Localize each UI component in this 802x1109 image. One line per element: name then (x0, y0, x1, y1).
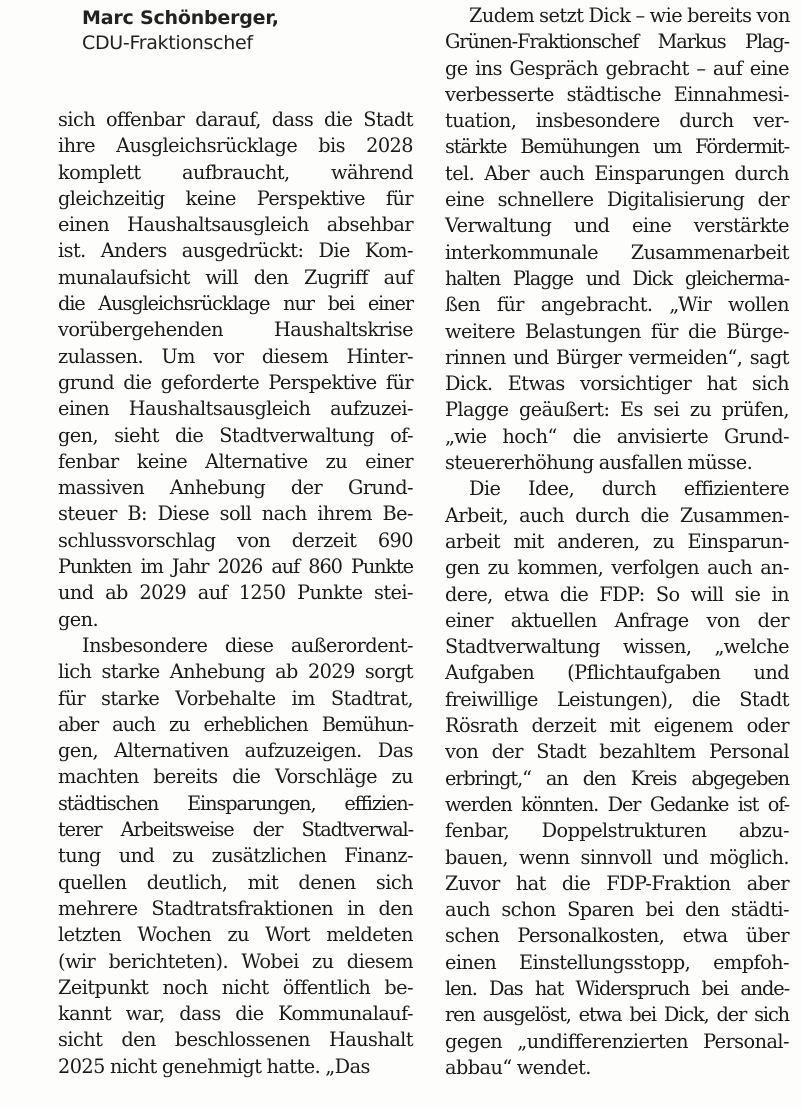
article-line: und ab 2029 auf 1250 Punkte stei- (58, 581, 413, 605)
article-line: fenbar keine Alternative zu einer (58, 449, 413, 473)
article-line: tung und zu zusätzlichen Finanz- (58, 844, 413, 868)
article-line: mehrere Stadtratsfraktionen in den (58, 896, 413, 920)
article-line: Dick. Etwas vorsichtiger hat sich (445, 372, 789, 396)
article-line: eine schnellere Digitalisierung der (445, 188, 789, 212)
article-line: Rösrath derzeit mit eigenem oder (445, 714, 789, 738)
article-line: ge ins Gespräch gebracht – auf eine (445, 56, 789, 80)
article-line: die Ausgleichsrücklage nur bei einer (58, 292, 413, 316)
article-line: freiwillige Leistungen), die Stadt (445, 687, 789, 711)
article-line: dere, etwa die FDP: So will sie in (445, 582, 789, 606)
article-line: einen Haushaltsausgleich aufzuzei- (58, 397, 413, 421)
article-line: Zuvor hat die FDP-Fraktion aber (445, 871, 789, 895)
article-line: gen zu kommen, verfolgen auch an- (445, 556, 789, 580)
article-line: von der Stadt bezahltem Personal (445, 740, 789, 764)
article-line: erbringt,“ an den Kreis abgegeben (445, 766, 789, 790)
article-line: Stadtverwaltung wissen, „welche (445, 635, 789, 659)
article-line: (wir berichteten). Wobei zu diesem (58, 949, 413, 973)
article-line: Insbesondere diese außerordent- (82, 633, 413, 657)
article-line: Aufgaben (Pflichtaufgaben und (445, 661, 789, 685)
article-line: gen, Alternativen aufzuzeigen. Das (58, 739, 413, 763)
article-line: werden könnten. Der Gedanke ist of- (445, 792, 789, 816)
article-line: Zudem setzt Dick – wie bereits von (469, 4, 790, 27)
article-line: Verwaltung und eine verstärkte (445, 214, 789, 238)
article-line: zulassen. Um vor diesem Hinter- (58, 344, 413, 368)
photo-caption (82, 6, 402, 56)
article-line: arbeit mit anderen, zu Einsparun- (445, 529, 789, 553)
article-line: steuererhöhung ausfallen müsse. (445, 451, 753, 475)
article-line: grund die geforderte Perspektive für (58, 370, 413, 394)
article-line: gen, sieht die Stadtverwaltung of- (58, 423, 413, 447)
article-line: gen. (58, 607, 99, 631)
article-line: terer Arbeitsweise der Stadtverwal- (58, 818, 413, 842)
article-line: einer aktuellen Anfrage von der (445, 608, 789, 632)
article-line: Plagge geäußert: Es sei zu prüfen, (445, 398, 789, 422)
article-line: fenbar, Doppelstrukturen abzu- (445, 819, 789, 843)
article-line: Arbeit, auch durch die Zusammen- (445, 503, 789, 527)
article-line: einen Haushaltsausgleich absehbar (58, 213, 413, 237)
article-line: machten bereits die Vorschläge zu (58, 765, 413, 789)
article-line: sich offenbar darauf, dass die Stadt (58, 108, 413, 131)
article-line: auch schon Sparen bei den städti- (445, 898, 789, 922)
article-line: schlussvorschlag von derzeit 690 (58, 528, 413, 552)
article-line: Zeitpunkt noch nicht öffentlich be- (58, 975, 413, 999)
article-line: halten Plagge und Dick gleicherma- (445, 266, 789, 290)
article-line: letzten Wochen zu Wort meldeten (58, 923, 413, 947)
article-line: ren ausgelöst, etwa bei Dick, der sich (445, 1003, 789, 1027)
article-line: lich starke Anhebung ab 2029 sorgt (58, 660, 413, 684)
article-line: für starke Vorbehalte im Stadtrat, (58, 686, 413, 710)
article-line: verbesserte städtische Einnahmesi- (445, 82, 789, 106)
article-line: sicht den beschlossenen Haushalt (58, 1028, 413, 1052)
article-text-right (445, 3, 789, 1081)
article-line: Grünen-Fraktionschef Markus Plag- (445, 30, 789, 54)
article-line: vorübergehenden Haushaltskrise (58, 318, 413, 342)
article-line: gleichzeitig keine Perspektive für (58, 186, 413, 210)
article-line: ßen für angebracht. „Wir wollen (445, 293, 789, 317)
article-line: aber auch zu erheblichen Bemühun- (58, 712, 413, 736)
article-line: Die Idee, durch effizientere (469, 477, 789, 501)
article-line: tuation, insbesondere durch ver- (445, 109, 789, 133)
article-line: steuer B: Diese soll nach ihrem Be- (58, 502, 413, 526)
article-line: städtischen Einsparungen, effizien- (58, 791, 413, 815)
article-line: munalaufsicht will den Zugriff auf (58, 265, 413, 289)
article-line: komplett aufbraucht, während (58, 160, 413, 184)
article-line: abbau“ wendet. (445, 1055, 591, 1079)
article-line: len. Das hat Widerspruch bei ande- (445, 976, 789, 1000)
article-line: einen Einstellungsstopp, empfoh- (445, 950, 789, 974)
article-line: interkommunale Zusammenarbeit (445, 240, 789, 264)
caption-role: CDU-Fraktionschef (82, 32, 253, 54)
article-line: ihre Ausgleichsrücklage bis 2028 (58, 134, 413, 158)
article-line: kannt war, dass die Kommunalauf- (58, 1002, 413, 1026)
article-line: Punkten im Jahr 2026 auf 860 Punkte (58, 555, 413, 579)
article-line: tel. Aber auch Einsparungen durch (445, 161, 789, 185)
article-line: 2025 nicht genehmigt hatte. „Das (58, 1054, 370, 1078)
article-line: massiven Anhebung der Grund- (58, 476, 413, 500)
article-line: gegen „undifferenzierten Personal- (445, 1029, 789, 1053)
article-line: schen Personalkosten, etwa über (445, 924, 789, 948)
article-line: stärkte Bemühungen um Fördermit- (445, 135, 789, 159)
article-text-left (58, 107, 413, 1080)
article-line: rinnen und Bürger vermeiden“, sagt (445, 345, 789, 369)
article-line: weitere Belastungen für die Bürge- (445, 319, 789, 343)
article-line: ist. Anders ausgedrückt: Die Kom- (58, 239, 413, 263)
article-line: bauen, wenn sinnvoll und möglich. (445, 845, 789, 869)
article-line: „wie hoch“ die anvisierte Grund- (445, 424, 789, 448)
article-line: quellen deutlich, mit denen sich (58, 870, 413, 894)
caption-name: Marc Schönberger, (82, 7, 279, 29)
